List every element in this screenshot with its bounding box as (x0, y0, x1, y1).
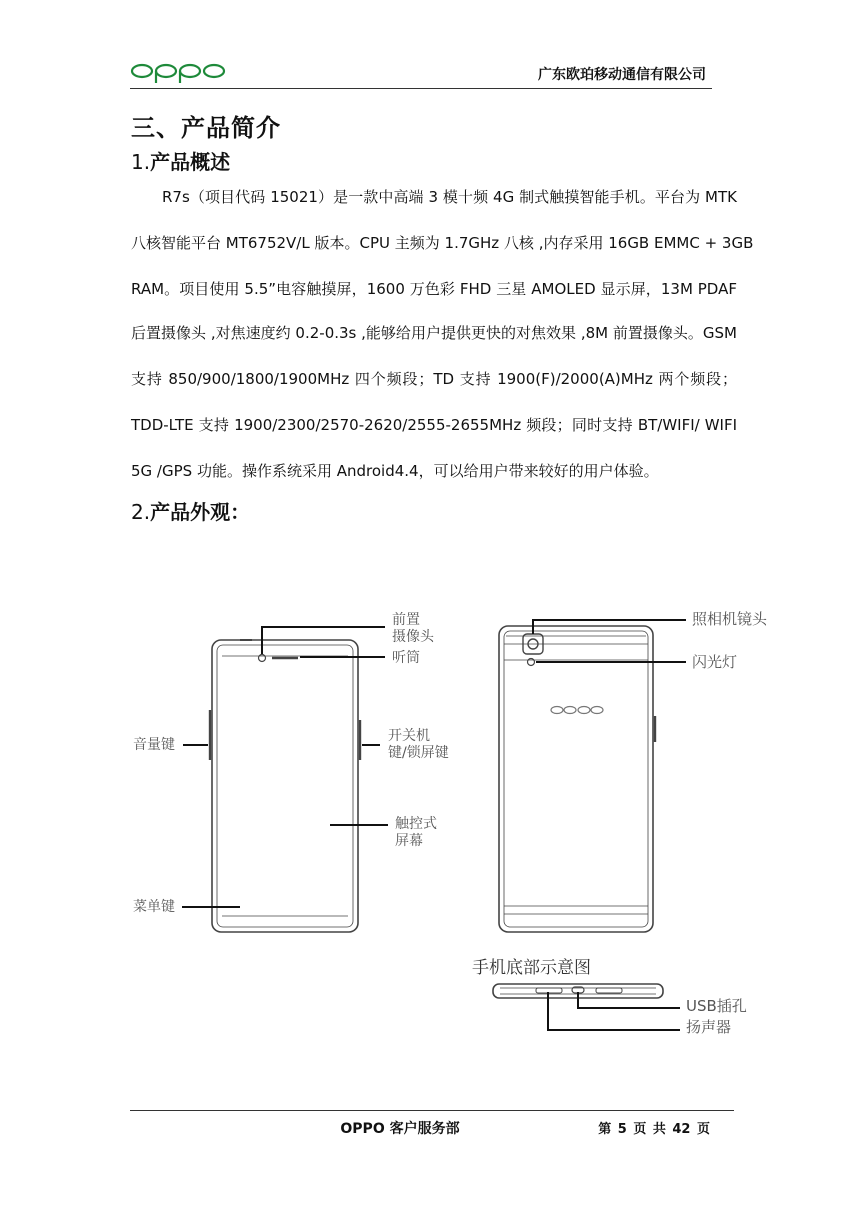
front-phone-outline (210, 640, 360, 932)
appearance-heading: 2.产品外观： (131, 500, 251, 524)
flash-label: 闪光灯 (692, 653, 738, 671)
company-name: 广东欧珀移动通信有限公司 (538, 67, 706, 83)
paragraph-line: TDD-LTE 支持 1900/2300/2570-2620/2555-2655MHz 频段；同时支持 BT/WIFI/ WIFI (131, 416, 737, 434)
paragraph-line: RAM。项目使用 5.5”电容触摸屏，1600 万色彩 FHD 三星 AMOLED 显示屏，13M PDAF (131, 280, 737, 298)
front-camera-label: 前置 摄像头 (392, 612, 434, 645)
paragraph-line: 5G /GPS 功能。操作系统采用 Android4.4，可以给用户带来较好的用户体验。 (131, 462, 659, 480)
power-key-label: 开关机 键/锁屏键 (388, 728, 449, 761)
footer-department: OPPO 客户服务部 (340, 1121, 460, 1137)
bottom-view-title: 手机底部示意图 (472, 958, 591, 978)
paragraph-line: R7s（项目代码 15021）是一款中高端 3 模十频 4G 制式触摸智能手机。平台为 MTK (162, 188, 737, 206)
speaker-label: 扬声器 (686, 1018, 732, 1036)
section-title: 三、产品简介 (131, 114, 281, 142)
paragraph-line: 后置摄像头 ,对焦速度约 0.2-0.3s ,能够给用户提供更快的对焦效果 ,8M 前置摄像头。GSM (131, 324, 737, 342)
footer-divider (130, 1110, 734, 1111)
touchscreen-label: 触控式 屏幕 (395, 816, 437, 849)
overview-heading: 1.产品概述 (131, 150, 231, 174)
page-number: 第 5 页 共 42 页 (598, 1122, 710, 1137)
back-phone-outline (499, 626, 655, 932)
earpiece-label: 听筒 (392, 650, 420, 666)
menu-key-label: 菜单键 (133, 899, 175, 915)
camera-lens-label: 照相机镜头 (692, 610, 768, 628)
paragraph-line: 支持 850/900/1800/1900MHz 四个频段；TD 支持 1900(F)/2000(A)MHz 两个频段； (131, 370, 737, 388)
volume-key-label: 音量键 (133, 737, 175, 753)
paragraph-line: 八核智能平台 MT6752V/L 版本。CPU 主频为 1.7GHz 八核 ,内存采用 16GB EMMC + 3GB (131, 234, 754, 252)
usb-port-label: USB插孔 (686, 997, 747, 1015)
